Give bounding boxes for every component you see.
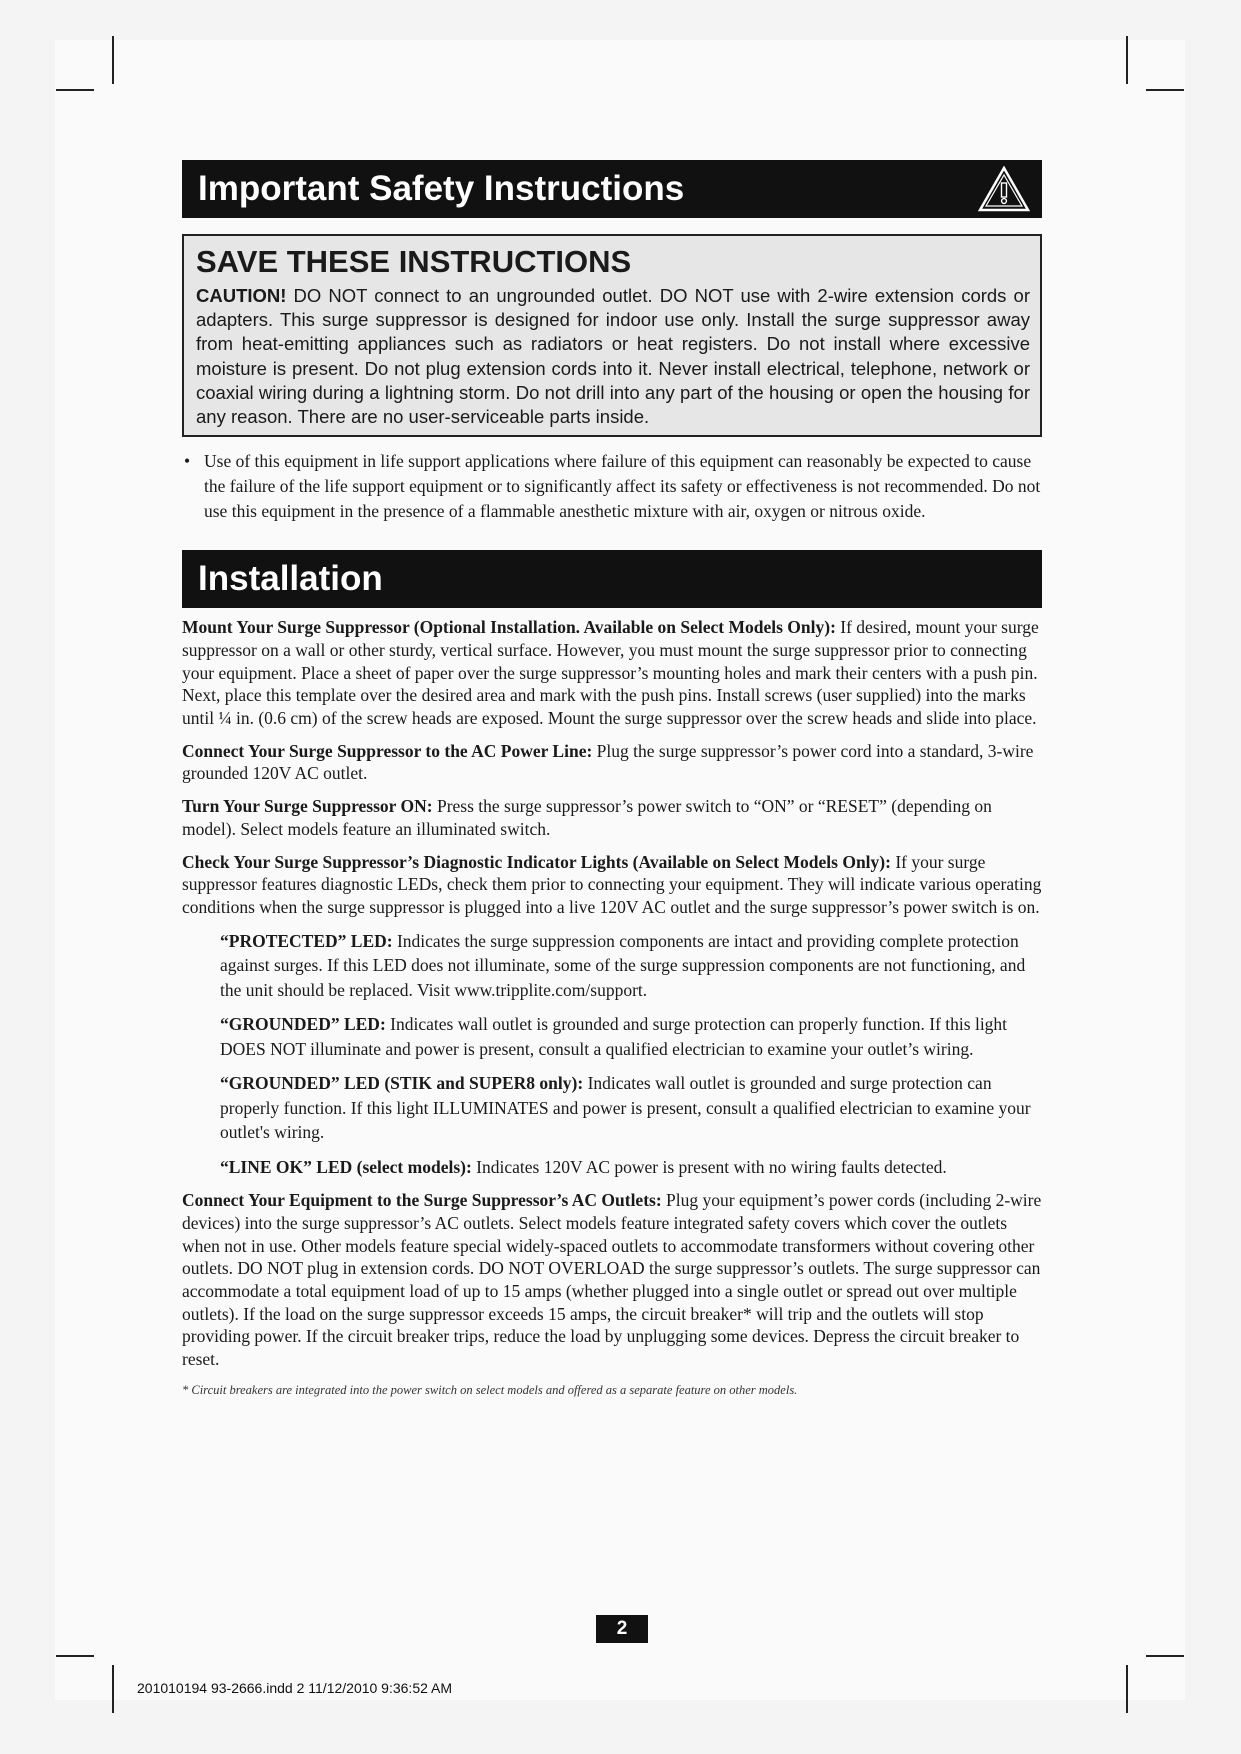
page-number: 2 — [596, 1615, 648, 1643]
connect-text: Plug the surge suppressor’s power cord into a standard, 3-wire grounded 120V AC outlet. — [182, 740, 1034, 784]
turn-on-text: Press the surge suppressor’s power switch to “ON” or “RESET” (depending on model). Select models feature an illuminated switch. — [182, 796, 992, 839]
main-content — [182, 160, 1042, 1398]
led-grounded-stik-paragraph — [220, 1071, 1042, 1145]
turn-on-paragraph — [182, 795, 1042, 840]
equipment-title: Connect Your Equipment to the Surge Suppressor’s AC Outlets: — [182, 1190, 662, 1211]
save-instructions-box — [182, 234, 1042, 437]
safety-bullet-list — [182, 449, 1042, 524]
diagnostic-title: Check Your Surge Suppressor’s Diagnostic Indicator Lights (Available on Select Models Only): — [182, 851, 891, 872]
led-grounded-text: Indicates wall outlet is grounded and surge protection can properly function. If this light DOES NOT illuminate and power is present, consult a qualified electrician to examine your outlet’s wiring. — [220, 1014, 1008, 1059]
bullet-icon: • — [184, 451, 191, 472]
footnote: * Circuit breakers are integrated into the power switch on select models and offered as a separate feature on other models. — [182, 1382, 798, 1397]
installation-header — [182, 550, 1042, 608]
caution-text: DO NOT connect to an ungrounded outlet. DO NOT use with 2-wire extension cords or adapters. This surge suppressor is designed for indoor use only. Install the surge suppressor away from heat-emitting appliances such as radiators or heat registers. Do not install where excessive moisture is present. Do not plug extension cords into it. Never install electrical, telephone, network or coaxial wiring during a lightning storm. Do not drill into any part of the housing or open the housing for any reason. There are no user-serviceable parts inside. — [196, 285, 1030, 428]
equipment-paragraph — [182, 1189, 1042, 1371]
led-line-ok-title: “LINE OK” LED (select models): — [220, 1156, 472, 1177]
crop-mark — [112, 1665, 114, 1713]
led-protected-text: Indicates the surge suppression components are intact and providing complete protection against surges. If this LED does not illuminate, some of the surge suppression components are not functioning, and the unit should be replaced. Visit www.tripplite.com/support. — [220, 930, 1026, 1000]
mount-text: If desired, mount your surge suppressor on a wall or other sturdy, vertical surface. However, you must mount the surge suppressor prior to connecting your equipment. Place a sheet of paper over the surge suppressor’s mounting holes and mark their centers with a push pin. Next, place this template over the desired area and mark with the push pins. Install screws (user supplied) into the marks until ¼ in. (0.6 cm) of the screw heads are exposed. Mount the surge suppressor over the screw heads and slide into place. — [182, 617, 1039, 729]
crop-mark — [1126, 1665, 1128, 1713]
led-grounded-title: “GROUNDED” LED: — [220, 1014, 386, 1035]
installation-header-title: Installation — [198, 559, 383, 599]
crop-mark — [1146, 1655, 1184, 1657]
warning-triangle-icon — [978, 166, 1030, 212]
led-grounded-stik-title: “GROUNDED” LED (STIK and SUPER8 only): — [220, 1073, 584, 1094]
caution-label: CAUTION! — [196, 285, 287, 306]
led-protected-paragraph — [220, 929, 1042, 1003]
crop-mark — [112, 36, 114, 84]
caution-paragraph — [196, 284, 1030, 429]
crop-mark — [1126, 36, 1128, 84]
diagnostic-paragraph — [182, 851, 1042, 919]
mount-paragraph — [182, 616, 1042, 730]
connect-paragraph — [182, 740, 1042, 785]
diagnostic-text: If your surge suppressor features diagnostic LEDs, check them prior to connecting your equipment. They will indicate various operating conditions when the surge suppressor is plugged into a live 120V AC outlet and the surge suppressor’s power switch is on. — [182, 851, 1042, 917]
safety-header-title: Important Safety Instructions — [198, 169, 685, 208]
crop-mark — [1146, 89, 1184, 91]
turn-on-title: Turn Your Surge Suppressor ON: — [182, 796, 433, 817]
equipment-text: Plug your equipment’s power cords (including 2-wire devices) into the surge suppressor’s AC outlets. Select models feature integrated safety covers which cover the outlets when not in use. Other models feature special widely-spaced outlets to accommodate transformers without covering other outlets. DO NOT plug in extension cords. DO NOT OVERLOAD the surge suppressor’s outlets. The surge suppressor can accommodate a total equipment load of up to 15 amps (whether plugged into a single outlet or spread out over multiple outlets). If the load on the surge suppressor exceeds 15 amps, the circuit breaker* will trip and the outlets will stop providing power. If the circuit breaker trips, reduce the load by unplugging some devices. Depress the circuit breaker to reset. — [182, 1190, 1042, 1370]
led-line-ok-text: Indicates 120V AC power is present with no wiring faults detected. — [471, 1156, 947, 1177]
led-grounded-paragraph — [220, 1012, 1042, 1061]
safety-header — [182, 160, 1042, 218]
save-instructions-title: SAVE THESE INSTRUCTIONS — [196, 244, 632, 279]
led-grounded-stik-text: Indicates wall outlet is grounded and surge protection can properly function. If this light ILLUMINATES and power is present, consult a qualified electrician to examine your outlet's wiring. — [220, 1073, 1031, 1143]
crop-mark — [56, 89, 94, 91]
print-slug: 201010194 93-2666.indd 2 11/12/2010 9:36:52 AM — [137, 1680, 453, 1696]
crop-mark — [56, 1655, 94, 1657]
led-protected-title: “PROTECTED” LED: — [220, 930, 393, 951]
led-line-ok-paragraph — [220, 1155, 1042, 1180]
bullet-text: Use of this equipment in life support applications where failure of this equipment can reasonably be expected to cause the failure of the life support equipment or to significantly affect its safety or effectiveness is not recommended. Do not use this equipment in the presence of a flammable anesthetic mixture with air, oxygen or nitrous oxide. — [204, 451, 1041, 522]
list-item — [182, 449, 1042, 524]
connect-title: Connect Your Surge Suppressor to the AC Power Line: — [182, 740, 593, 761]
mount-title: Mount Your Surge Suppressor (Optional Installation. Available on Select Models Only): — [182, 617, 836, 638]
